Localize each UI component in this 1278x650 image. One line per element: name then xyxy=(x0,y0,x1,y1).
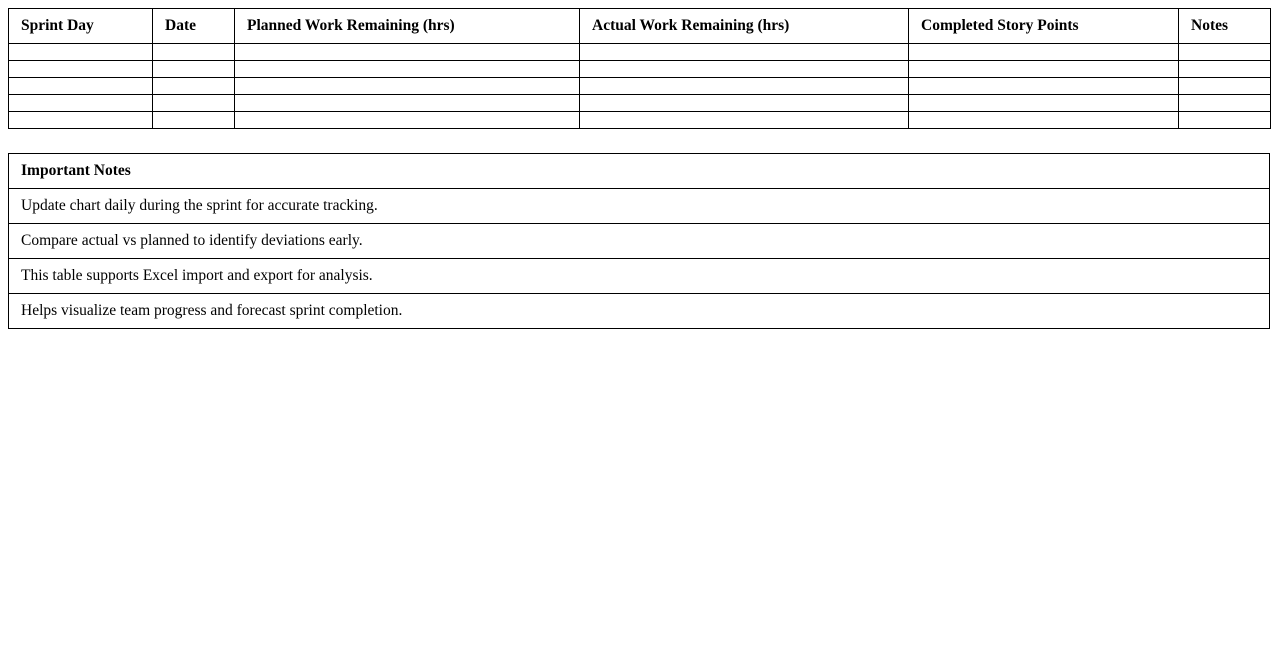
table-cell[interactable] xyxy=(909,44,1179,61)
table-cell[interactable] xyxy=(909,112,1179,129)
table-cell[interactable] xyxy=(1179,61,1271,78)
notes-row xyxy=(9,259,1270,294)
table-cell[interactable] xyxy=(580,112,909,129)
notes-row xyxy=(9,294,1270,329)
table-cell[interactable] xyxy=(153,112,235,129)
table-cell[interactable] xyxy=(9,95,153,112)
notes-row xyxy=(9,224,1270,259)
column-header-notes: Notes xyxy=(1179,9,1271,44)
note-text: This table supports Excel import and export for analysis. xyxy=(9,259,1270,294)
burndown-table xyxy=(8,8,1271,129)
table-cell[interactable] xyxy=(153,61,235,78)
table-cell[interactable] xyxy=(235,78,580,95)
column-header-actual-work: Actual Work Remaining (hrs) xyxy=(580,9,909,44)
table-cell[interactable] xyxy=(9,61,153,78)
important-notes-table xyxy=(8,153,1270,329)
table-cell[interactable] xyxy=(1179,44,1271,61)
column-header-story-points: Completed Story Points xyxy=(909,9,1179,44)
table-cell[interactable] xyxy=(235,44,580,61)
notes-header-row xyxy=(9,154,1270,189)
table-cell[interactable] xyxy=(153,44,235,61)
table-cell[interactable] xyxy=(153,95,235,112)
table-cell[interactable] xyxy=(909,61,1179,78)
table-cell[interactable] xyxy=(1179,78,1271,95)
table-cell[interactable] xyxy=(1179,95,1271,112)
table-cell[interactable] xyxy=(235,95,580,112)
table-row xyxy=(9,112,1271,129)
table-cell[interactable] xyxy=(9,78,153,95)
note-text: Compare actual vs planned to identify deviations early. xyxy=(9,224,1270,259)
notes-row xyxy=(9,189,1270,224)
table-cell[interactable] xyxy=(909,78,1179,95)
table-row xyxy=(9,95,1271,112)
table-cell[interactable] xyxy=(235,61,580,78)
table-cell[interactable] xyxy=(153,78,235,95)
column-header-sprint-day: Sprint Day xyxy=(9,9,153,44)
table-cell[interactable] xyxy=(580,61,909,78)
table-row xyxy=(9,61,1271,78)
important-notes-heading: Important Notes xyxy=(9,154,1270,189)
table-cell[interactable] xyxy=(580,95,909,112)
table-row xyxy=(9,78,1271,95)
table-cell[interactable] xyxy=(235,112,580,129)
table-cell[interactable] xyxy=(9,112,153,129)
header-row xyxy=(9,9,1271,44)
column-header-planned-work: Planned Work Remaining (hrs) xyxy=(235,9,580,44)
note-text: Update chart daily during the sprint for accurate tracking. xyxy=(9,189,1270,224)
table-cell[interactable] xyxy=(909,95,1179,112)
table-row xyxy=(9,44,1271,61)
column-header-date: Date xyxy=(153,9,235,44)
table-cell[interactable] xyxy=(9,44,153,61)
table-cell[interactable] xyxy=(580,44,909,61)
note-text: Helps visualize team progress and forecast sprint completion. xyxy=(9,294,1270,329)
table-cell[interactable] xyxy=(580,78,909,95)
table-cell[interactable] xyxy=(1179,112,1271,129)
